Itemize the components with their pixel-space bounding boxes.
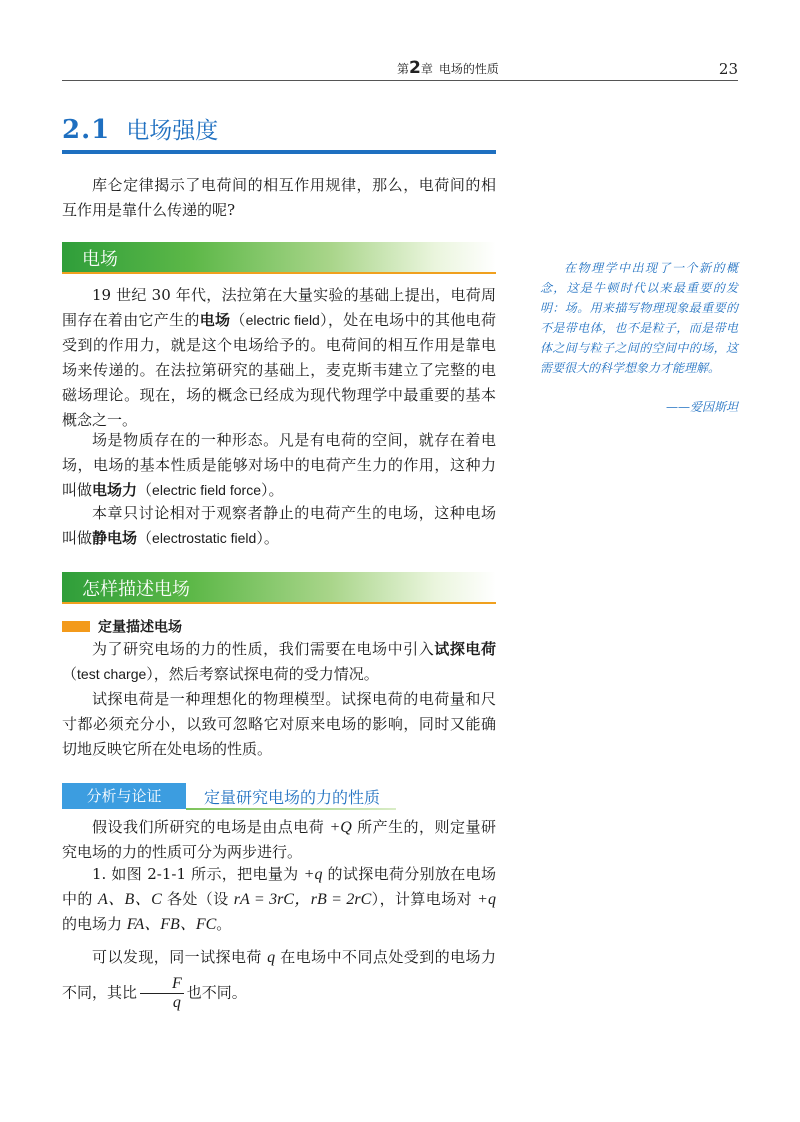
bracket: （ [137, 529, 153, 547]
section-heading [62, 112, 218, 145]
sidebar-quote: 在物理学中出现了一个新的概念，这是牛顿时代以来最重要的发明：场。用来描写物理现象最重要的不是带电体，也不是粒子，而是带电体之间与粒子之间的空间中的场，这需要很大的科学想象力才能理解。 [540, 261, 738, 375]
text-run: 。 [216, 915, 232, 933]
text-run: ），计算电场对 [371, 890, 478, 908]
text-run: 在电场中不同点处受到的电场力不同，其比 [62, 948, 496, 1002]
paragraph-conclusion [62, 940, 496, 1012]
page-number: 23 [718, 60, 738, 78]
section-title: 电场强度 [126, 118, 219, 144]
english-term: electric field [245, 312, 320, 328]
paragraph-step-one [62, 862, 496, 937]
bracket: （ [62, 665, 78, 683]
symbol-q: +q [477, 891, 496, 908]
text-run: 可以发现，同一试探电荷 [92, 948, 268, 966]
english-term: test charge [77, 666, 147, 682]
analysis-rule [186, 808, 396, 810]
key-term: 电场力 [92, 481, 138, 499]
symbol-q: +q [303, 866, 323, 883]
paragraph-field-force [62, 428, 496, 503]
text-run: 场是物质存在的一种形态。凡是有电荷的空间，就存在着电场，电场的基本性质是能够对场中的电荷产生力的作用，这种力叫做 [62, 431, 496, 499]
chapter-title: 电场的性质 [438, 62, 499, 76]
text-run: 各处（设 [161, 890, 234, 908]
paragraph-ideal-model: 试探电荷是一种理想化的物理模型。试探电荷的电荷量和尺寸都必须充分小，以致可忽略它对原来电场的影响，同时又能确切地反映它所在处电场的性质。 [62, 690, 496, 758]
bracket: ）， [146, 665, 169, 683]
banner-label: 怎样描述电场 [82, 579, 190, 600]
text-run: 1. 如图 2-1-1 所示，把电量为 [92, 865, 304, 883]
bracket: ）。 [256, 529, 279, 547]
running-header-chapter [397, 58, 499, 78]
text-run: 假设我们所研究的电场是由点电荷 [92, 818, 330, 836]
distance-condition: rA = 3rC，rB = 2rC [233, 891, 372, 908]
chapter-suffix: 章 [420, 62, 433, 76]
paragraph-electric-field-definition [62, 283, 496, 433]
text-run: 的电场力 [62, 915, 127, 933]
text-run: 也不同。 [186, 983, 247, 1002]
subheading-marker [62, 621, 90, 632]
chapter-number: 2 [409, 58, 421, 78]
key-term: 静电场 [92, 529, 138, 547]
english-term: electric field force [152, 482, 261, 498]
text-run: 所产生的，则定量研究电场的力的性质可分为两步进行。 [62, 818, 496, 861]
bracket: （ [137, 481, 153, 499]
banner-electric-field [62, 242, 496, 274]
fraction-f-over-q [140, 975, 184, 1012]
key-term: 试探电荷 [434, 640, 496, 658]
symbol-q-big: +Q [329, 819, 352, 836]
symbol-q: q [267, 949, 276, 966]
english-term: electrostatic field [152, 530, 257, 546]
banner-describe-field [62, 572, 496, 604]
fraction-denominator: q [172, 994, 181, 1011]
text-run: 处在电场中的其他电荷受到的作用力，就是这个电场给予的。电荷间的相互作用是靠电场来传递的。在法拉第研究的基础上，麦克斯韦建立了完整的电磁场理论。现在，场的概念已经成为现代物理学中最重要的基本概念之一。 [62, 311, 496, 429]
bracket: ）， [319, 311, 344, 329]
analysis-label: 分析与论证 [62, 783, 186, 809]
section-title-rule [62, 150, 496, 154]
text-run: 的试探电荷分别放在电场中的 [62, 865, 496, 908]
forces: FA、FB、FC [126, 916, 217, 933]
paragraph-assumption [62, 815, 496, 865]
chapter-prefix: 第 [397, 62, 410, 76]
bracket: （ [230, 311, 246, 329]
text-run: 本章只讨论相对于观察者静止的电荷产生的电场，这种电场叫做 [62, 504, 496, 547]
text-run: 19 世纪 30 年代，法拉第在大量实验的基础上提出，电荷周围存在着由它产生的 [62, 286, 496, 329]
subheading-text: 定量描述电场 [98, 619, 182, 636]
text-run: 为了研究电场的力的性质，我们需要在电场中引入 [92, 640, 435, 658]
analysis-title: 定量研究电场的力的性质 [204, 788, 381, 807]
points-abc: A、B、C [97, 891, 162, 908]
sidebar-quote-author: ——爱因斯坦 [665, 400, 738, 414]
paragraph-test-charge [62, 637, 496, 687]
text-run: 然后考察试探电荷的受力情况。 [168, 665, 379, 683]
banner-label: 电场 [82, 249, 118, 270]
intro-paragraph: 库仑定律揭示了电荷间的相互作用规律，那么，电荷间的相互作用是靠什么传递的呢? [62, 176, 496, 219]
subheading [62, 616, 182, 637]
header-rule [62, 80, 738, 81]
paragraph-electrostatic-field [62, 501, 496, 551]
key-term: 电场 [199, 311, 231, 329]
section-number: 2.1 [62, 115, 111, 145]
bracket: ）。 [260, 481, 284, 499]
fraction-numerator: F [140, 975, 184, 994]
